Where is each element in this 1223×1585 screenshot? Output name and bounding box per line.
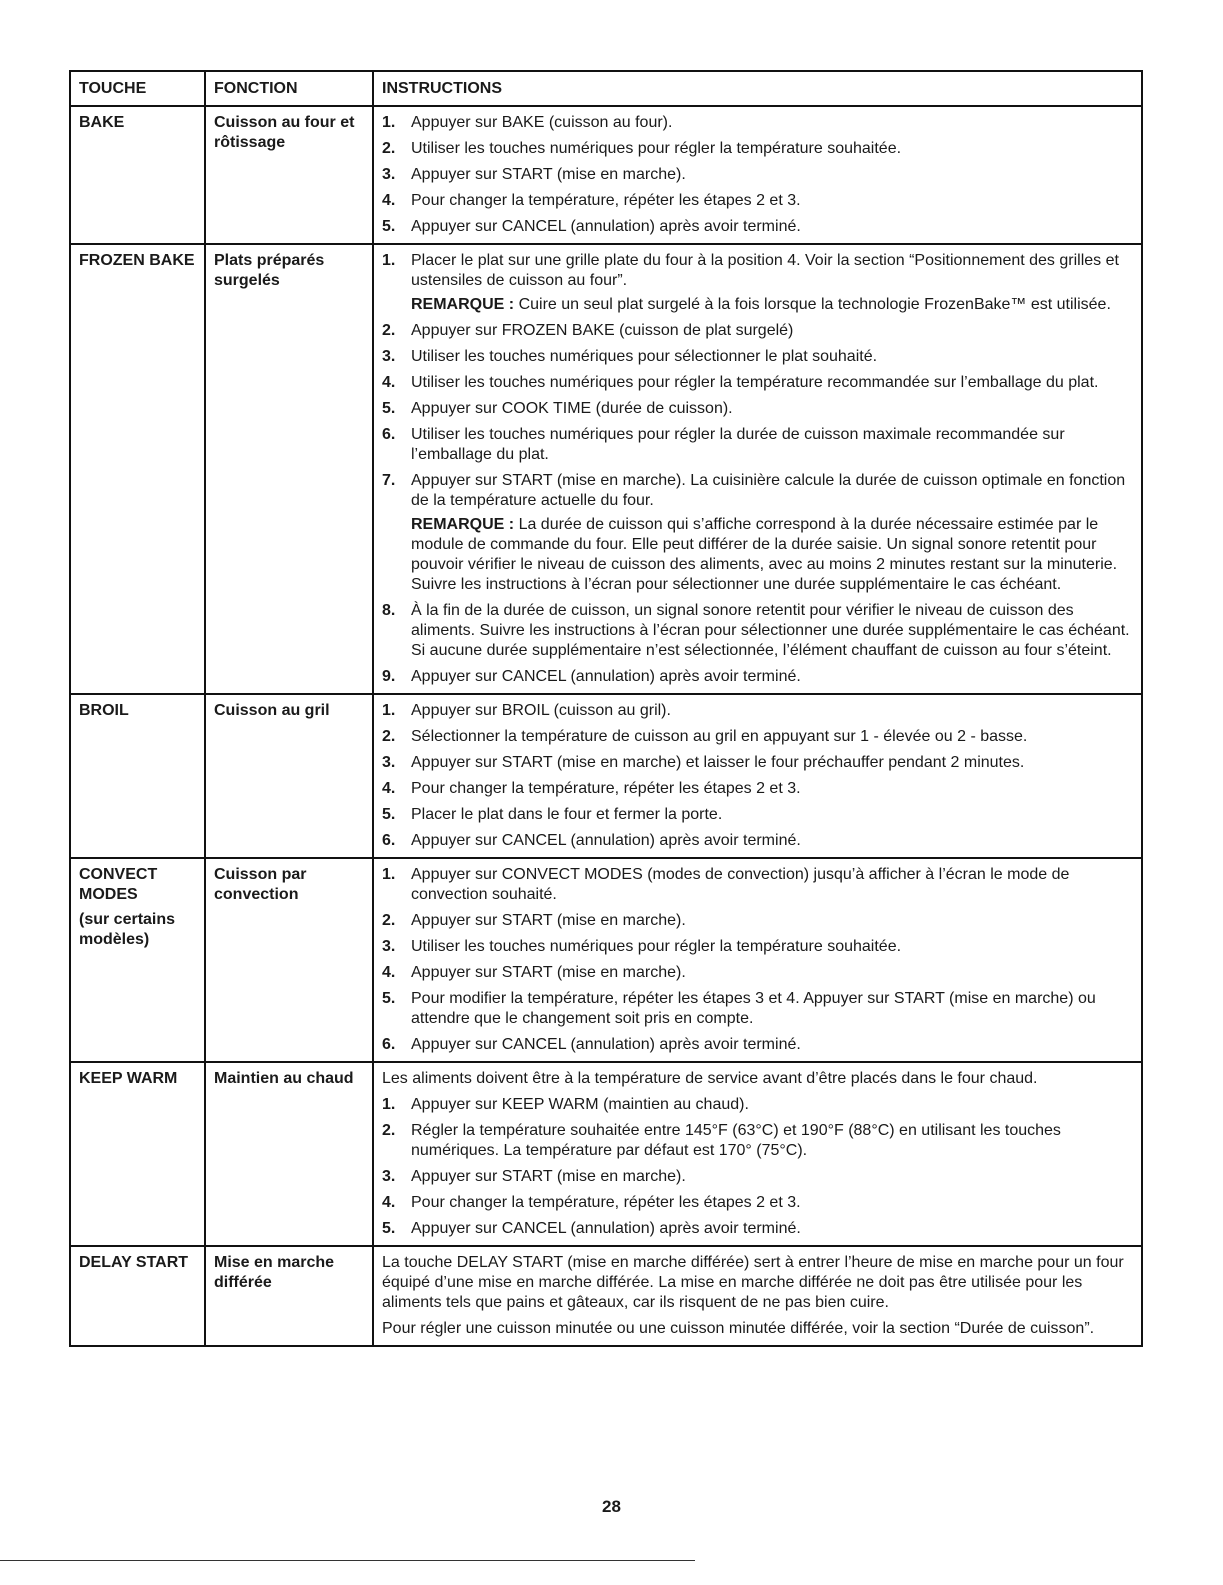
paragraph: La touche DELAY START (mise en marche différée) sert à entrer l’heure de mise en marche pour un four équipé d’une mise en marche différée. La mise en marche différée ne doit pas être utilisée pour les aliments tels que pains et gâteaux, car ils risquent de ne pas bien cuire. (382, 1254, 1124, 1311)
page-number: 28 (602, 1497, 621, 1516)
steps-list (382, 701, 1133, 851)
intro-text: Les aliments doivent être à la température de service avant d’être placés dans le four chaud. (382, 1070, 1038, 1087)
paragraph: Pour régler une cuisson minutée ou une cuisson minutée différée, voir la section “Durée de cuisson”. (382, 1320, 1095, 1337)
step-number: 5. (382, 1220, 396, 1237)
key-cell (70, 694, 205, 858)
step-text: Appuyer sur CANCEL (annulation) après avoir terminé. (411, 218, 801, 235)
instructions-cell (373, 106, 1142, 244)
step-text: Appuyer sur FROZEN BAKE (cuisson de plat surgelé) (411, 322, 794, 339)
function-cell: Cuisson au four et rôtissage (205, 106, 373, 244)
step-item (382, 831, 1133, 851)
step-text: Utiliser les touches numériques pour régler la température souhaitée. (411, 140, 902, 157)
key-label: FROZEN BAKE (79, 252, 195, 269)
header-key: TOUCHE (70, 71, 205, 106)
step-number: 5. (382, 806, 396, 823)
table-header-row (70, 71, 1142, 106)
key-label: DELAY START (79, 1254, 189, 1271)
step-number: 3. (382, 754, 396, 771)
key-label: CONVECT MODES (79, 866, 158, 903)
step-item (382, 113, 1133, 133)
step-text: Appuyer sur START (mise en marche). (411, 1168, 686, 1185)
key-cell (70, 244, 205, 694)
key-label: BROIL (79, 702, 129, 719)
step-number: 3. (382, 166, 396, 183)
step-text: Appuyer sur CONVECT MODES (modes de convection) jusqu’à afficher à l’écran le mode de convection souhaité. (411, 866, 1070, 903)
step-number: 2. (382, 728, 396, 745)
step-text: Pour changer la température, répéter les étapes 2 et 3. (411, 780, 801, 797)
step-item (382, 471, 1133, 595)
step-item (382, 1095, 1133, 1115)
step-number: 9. (382, 668, 396, 685)
key-cell (70, 106, 205, 244)
step-text: Pour changer la température, répéter les étapes 2 et 3. (411, 1194, 801, 1211)
steps-list (382, 1095, 1133, 1239)
step-number: 7. (382, 472, 396, 489)
instructions-cell (373, 244, 1142, 694)
table-row (70, 1246, 1142, 1346)
function-cell: Maintien au chaud (205, 1062, 373, 1246)
step-number: 4. (382, 964, 396, 981)
function-cell: Cuisson au gril (205, 694, 373, 858)
step-item (382, 1219, 1133, 1239)
step-text: Appuyer sur CANCEL (annulation) après avoir terminé. (411, 832, 801, 849)
function-cell: Mise en marche différée (205, 1246, 373, 1346)
step-text: Appuyer sur CANCEL (annulation) après avoir terminé. (411, 1036, 801, 1053)
step-text: Pour changer la température, répéter les étapes 2 et 3. (411, 192, 801, 209)
steps-list (382, 865, 1133, 1055)
step-text: Pour modifier la température, répéter les étapes 3 et 4. Appuyer sur START (mise en marche) ou attendre que le changement soit pris en compte. (411, 990, 1096, 1027)
table-row (70, 1062, 1142, 1246)
step-number: 2. (382, 1122, 396, 1139)
step-text: Appuyer sur COOK TIME (durée de cuisson). (411, 400, 733, 417)
footer-rule (0, 1560, 695, 1561)
table-body (70, 106, 1142, 1346)
note-label: REMARQUE : (411, 296, 515, 313)
instructions-cell (373, 694, 1142, 858)
table-row (70, 694, 1142, 858)
step-number: 2. (382, 322, 396, 339)
step-item (382, 1121, 1133, 1161)
step-text: Utiliser les touches numériques pour régler la durée de cuisson maximale recommandée sur l’emballage du plat. (411, 426, 1065, 463)
step-number: 2. (382, 912, 396, 929)
step-text: Sélectionner la température de cuisson au gril en appuyant sur 1 - élevée ou 2 - basse. (411, 728, 1028, 745)
step-item (382, 865, 1133, 905)
table-row (70, 106, 1142, 244)
step-number: 1. (382, 1096, 396, 1113)
step-text: Appuyer sur KEEP WARM (maintien au chaud). (411, 1096, 749, 1113)
note-text: La durée de cuisson qui s’affiche correspond à la durée nécessaire estimée par le module de commande du four. Elle peut différer de la durée saisie. Un signal sonore retentit pour pouvoir vérifier le niveau de cuisson des aliments, avec au moins 2 minutes restant sur la minuterie. Suivre les instructions à l’écran pour sélectionner une durée supplémentaire le cas échéant. (411, 516, 1118, 593)
step-number: 6. (382, 426, 396, 443)
step-item (382, 191, 1133, 211)
step-item (382, 937, 1133, 957)
key-label: BAKE (79, 114, 125, 131)
function-cell: Cuisson par convection (205, 858, 373, 1062)
instructions-cell (373, 1246, 1142, 1346)
step-number: 1. (382, 866, 396, 883)
step-text: À la fin de la durée de cuisson, un signal sonore retentit pour vérifier le niveau de cuisson des aliments. Suivre les instructions à l’écran pour sélectionner une durée supplémentaire le cas échéant. Si aucune durée supplémentaire n’est sélectionnée, l’élément chauffant de cuisson au four s’éteint. (411, 602, 1130, 659)
step-text: Utiliser les touches numériques pour régler la température recommandée sur l’emballage du plat. (411, 374, 1099, 391)
step-text: Appuyer sur START (mise en marche). La cuisinière calcule la durée de cuisson optimale en fonction de la température actuelle du four. (411, 472, 1126, 509)
step-item (382, 667, 1133, 687)
step-note (411, 515, 1133, 595)
step-number: 4. (382, 192, 396, 209)
step-item (382, 805, 1133, 825)
step-number: 5. (382, 218, 396, 235)
step-number: 1. (382, 114, 396, 131)
note-label: REMARQUE : (411, 516, 515, 533)
header-instructions: INSTRUCTIONS (373, 71, 1142, 106)
header-function: FONCTION (205, 71, 373, 106)
step-item (382, 321, 1133, 341)
step-item (382, 1035, 1133, 1055)
step-number: 4. (382, 374, 396, 391)
step-text: Utiliser les touches numériques pour sélectionner le plat souhaité. (411, 348, 878, 365)
step-number: 8. (382, 602, 396, 619)
key-cell (70, 1062, 205, 1246)
step-item (382, 425, 1133, 465)
step-text: Régler la température souhaitée entre 145°F (63°C) et 190°F (88°C) en utilisant les touches numériques. La température par défaut est 170° (75°C). (411, 1122, 1061, 1159)
key-label: KEEP WARM (79, 1070, 178, 1087)
step-text: Placer le plat sur une grille plate du four à la position 4. Voir la section “Positionnement des grilles et ustensiles de cuisson au four”. (411, 252, 1119, 289)
step-item (382, 1167, 1133, 1187)
step-number: 6. (382, 832, 396, 849)
step-number: 4. (382, 780, 396, 797)
step-item (382, 139, 1133, 159)
step-number: 4. (382, 1194, 396, 1211)
step-text: Appuyer sur START (mise en marche). (411, 964, 686, 981)
step-text: Appuyer sur CANCEL (annulation) après avoir terminé. (411, 668, 801, 685)
step-number: 1. (382, 702, 396, 719)
step-item (382, 373, 1133, 393)
step-number: 3. (382, 1168, 396, 1185)
step-text: Appuyer sur BAKE (cuisson au four). (411, 114, 673, 131)
step-number: 1. (382, 252, 396, 269)
step-item (382, 963, 1133, 983)
step-item (382, 399, 1133, 419)
step-number: 5. (382, 990, 396, 1007)
step-item (382, 217, 1133, 237)
step-number: 3. (382, 938, 396, 955)
steps-list (382, 251, 1133, 687)
table-row (70, 244, 1142, 694)
step-text: Appuyer sur START (mise en marche) et laisser le four préchauffer pendant 2 minutes. (411, 754, 1025, 771)
step-text: Appuyer sur START (mise en marche). (411, 166, 686, 183)
step-item (382, 989, 1133, 1029)
table-row (70, 858, 1142, 1062)
step-item (382, 251, 1133, 315)
function-cell: Plats préparés surgelés (205, 244, 373, 694)
step-number: 2. (382, 140, 396, 157)
instructions-cell (373, 858, 1142, 1062)
step-text: Placer le plat dans le four et fermer la porte. (411, 806, 723, 823)
step-note (411, 295, 1133, 315)
instructions-table (69, 70, 1143, 1347)
step-text: Utiliser les touches numériques pour régler la température souhaitée. (411, 938, 902, 955)
step-number: 3. (382, 348, 396, 365)
note-text: Cuire un seul plat surgelé à la fois lorsque la technologie FrozenBake™ est utilisée. (518, 296, 1111, 313)
step-item (382, 779, 1133, 799)
key-sublabel: (sur certains modèles) (79, 911, 176, 948)
step-text: Appuyer sur CANCEL (annulation) après avoir terminé. (411, 1220, 801, 1237)
step-item (382, 1193, 1133, 1213)
step-number: 6. (382, 1036, 396, 1053)
step-item (382, 601, 1133, 661)
step-item (382, 701, 1133, 721)
step-item (382, 911, 1133, 931)
step-text: Appuyer sur START (mise en marche). (411, 912, 686, 929)
step-item (382, 347, 1133, 367)
step-item (382, 727, 1133, 747)
step-item (382, 165, 1133, 185)
key-cell (70, 858, 205, 1062)
instructions-cell (373, 1062, 1142, 1246)
steps-list (382, 113, 1133, 237)
step-number: 5. (382, 400, 396, 417)
step-item (382, 753, 1133, 773)
key-cell (70, 1246, 205, 1346)
step-text: Appuyer sur BROIL (cuisson au gril). (411, 702, 671, 719)
